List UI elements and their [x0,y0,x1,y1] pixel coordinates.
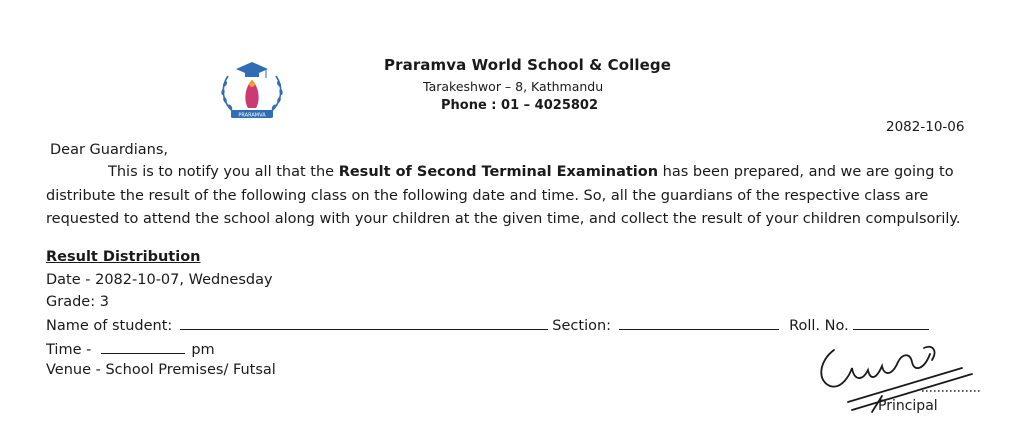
school-address: Tarakeshwor – 8, Kathmandu [423,79,604,94]
principal-signature [812,340,1012,433]
section-label: Section: [552,318,612,334]
time-line [46,340,215,358]
school-logo [214,58,290,124]
svg-text:PRARAMVA: PRARAMVA [238,112,266,119]
time-unit: pm [191,342,215,358]
roll-label: Roll. No. [789,318,849,334]
section-heading: Result Distribution [46,249,201,265]
time-blank[interactable] [101,340,185,354]
date-line: Date - 2082-10-07, Wednesday [46,272,273,288]
name-blank[interactable] [180,316,548,330]
time-label: Time - [46,342,92,358]
salutation: Dear Guardians, [50,142,169,158]
notice-date: 2082-10-06 [886,119,965,135]
roll-blank[interactable] [853,316,929,330]
para-intro: This is to notify you all that the [108,164,339,180]
para-bold: Result of Second Terminal Examination [338,164,659,180]
name-label: Name of student: [46,318,173,334]
notice-paragraph [46,161,986,232]
venue-line: Venue - School Premises/ Futsal [46,362,276,378]
para-rest: has been prepared, and we are going to distribute the result of the following class on the following date and time. So, all the guardians of the respective class are requested to attend the school along with your children at the given time, and collect the result of your children compulsorily. [46,164,961,227]
principal-label: Principal [878,398,938,414]
student-details-line [46,316,929,334]
section-blank[interactable] [619,316,779,330]
grade-line: Grade: 3 [46,294,109,310]
school-name: Praramva World School & College [384,56,672,74]
school-phone: Phone : 01 – 4025802 [441,98,598,113]
